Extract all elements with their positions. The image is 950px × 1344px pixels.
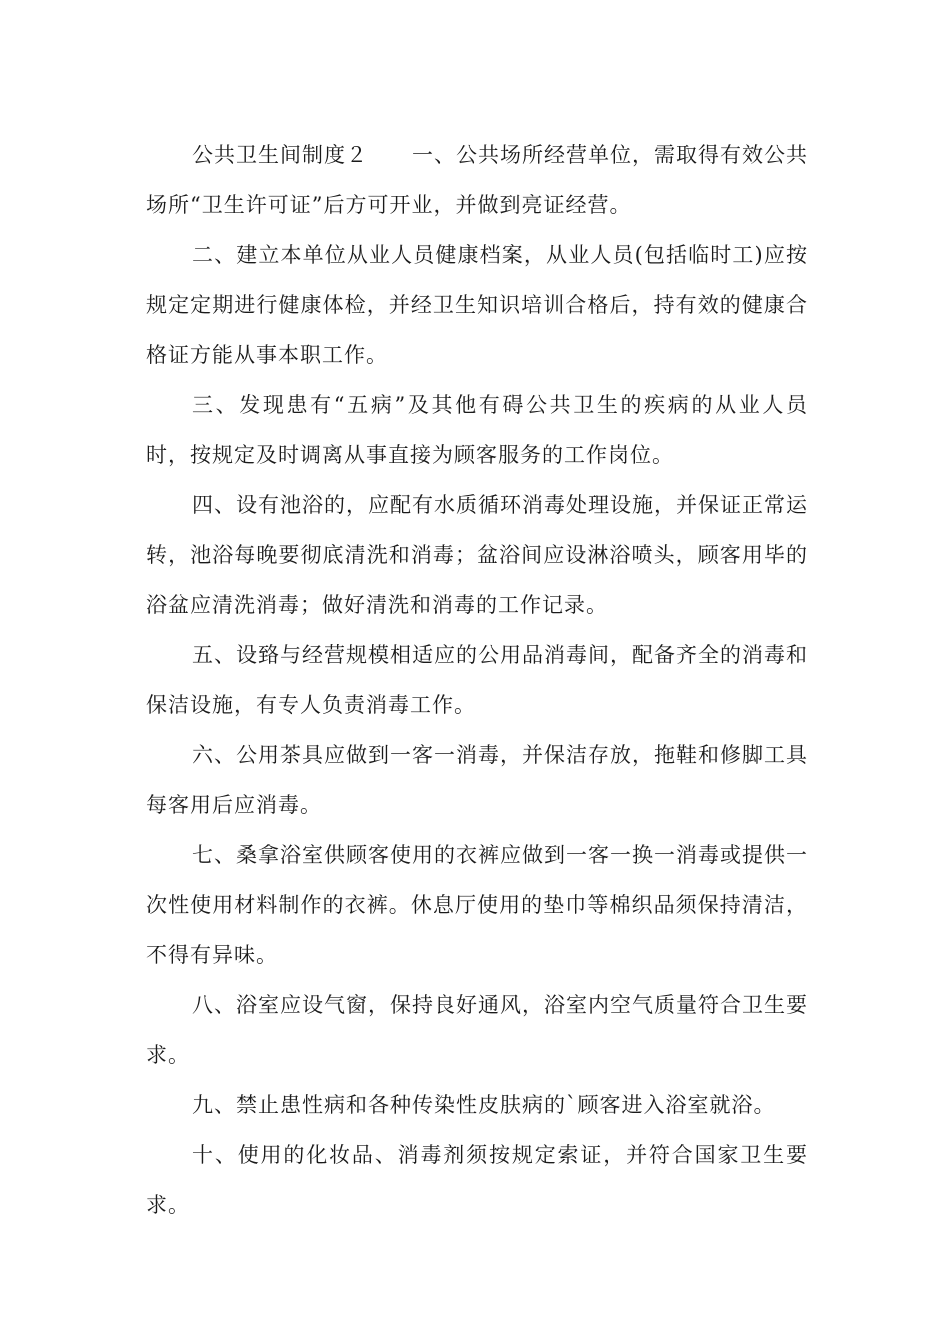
paragraph-7: 七、桑拿浴室供顾客使用的衣裤应做到一客一换一消毒或提供一次性使用材料制作的衣裤。休息厅使用的垫巾等棉织品须保持清洁，不得有异味。 — [146, 843, 808, 967]
paragraph-1 — [146, 130, 808, 230]
paragraph-1-text: 一、公共场所经营单位，需取得有效公共场所“卫生许可证”后方可开业，并做到亮证经营。 — [146, 143, 808, 217]
paragraph-3: 三、发现患有“五病”及其他有碍公共卫生的疾病的从业人员时，按规定及时调离从事直接为顾客服务的工作岗位。 — [146, 393, 808, 467]
paragraph-4: 四、设有池浴的，应配有水质循环消毒处理设施，并保证正常运转，池浴每晚要彻底清洗和消毒；盆浴间应设淋浴喷头，顾客用毕的浴盆应清洗消毒；做好清洗和消毒的工作记录。 — [146, 493, 808, 617]
document-body — [146, 130, 808, 1230]
paragraph-5: 五、设臵与经营规模相适应的公用品消毒间，配备齐全的消毒和保洁设施，有专人负责消毒工作。 — [146, 643, 808, 717]
paragraph-8: 八、浴室应设气窗，保持良好通风，浴室内空气质量符合卫生要求。 — [146, 993, 808, 1067]
paragraph-6: 六、公用茶具应做到一客一消毒，并保洁存放，拖鞋和修脚工具每客用后应消毒。 — [146, 743, 808, 817]
document-title: 公共卫生间制度２ — [192, 143, 368, 167]
paragraph-10: 十、使用的化妆品、消毒剂须按规定索证，并符合国家卫生要求。 — [146, 1143, 808, 1217]
paragraph-9: 九、禁止患性病和各种传染性皮肤病的`顾客进入浴室就浴。 — [192, 1093, 776, 1117]
paragraph-2: 二、建立本单位从业人员健康档案，从业人员(包括临时工)应按规定定期进行健康体检，并经卫生知识培训合格后，持有效的健康合格证方能从事本职工作。 — [146, 243, 808, 367]
